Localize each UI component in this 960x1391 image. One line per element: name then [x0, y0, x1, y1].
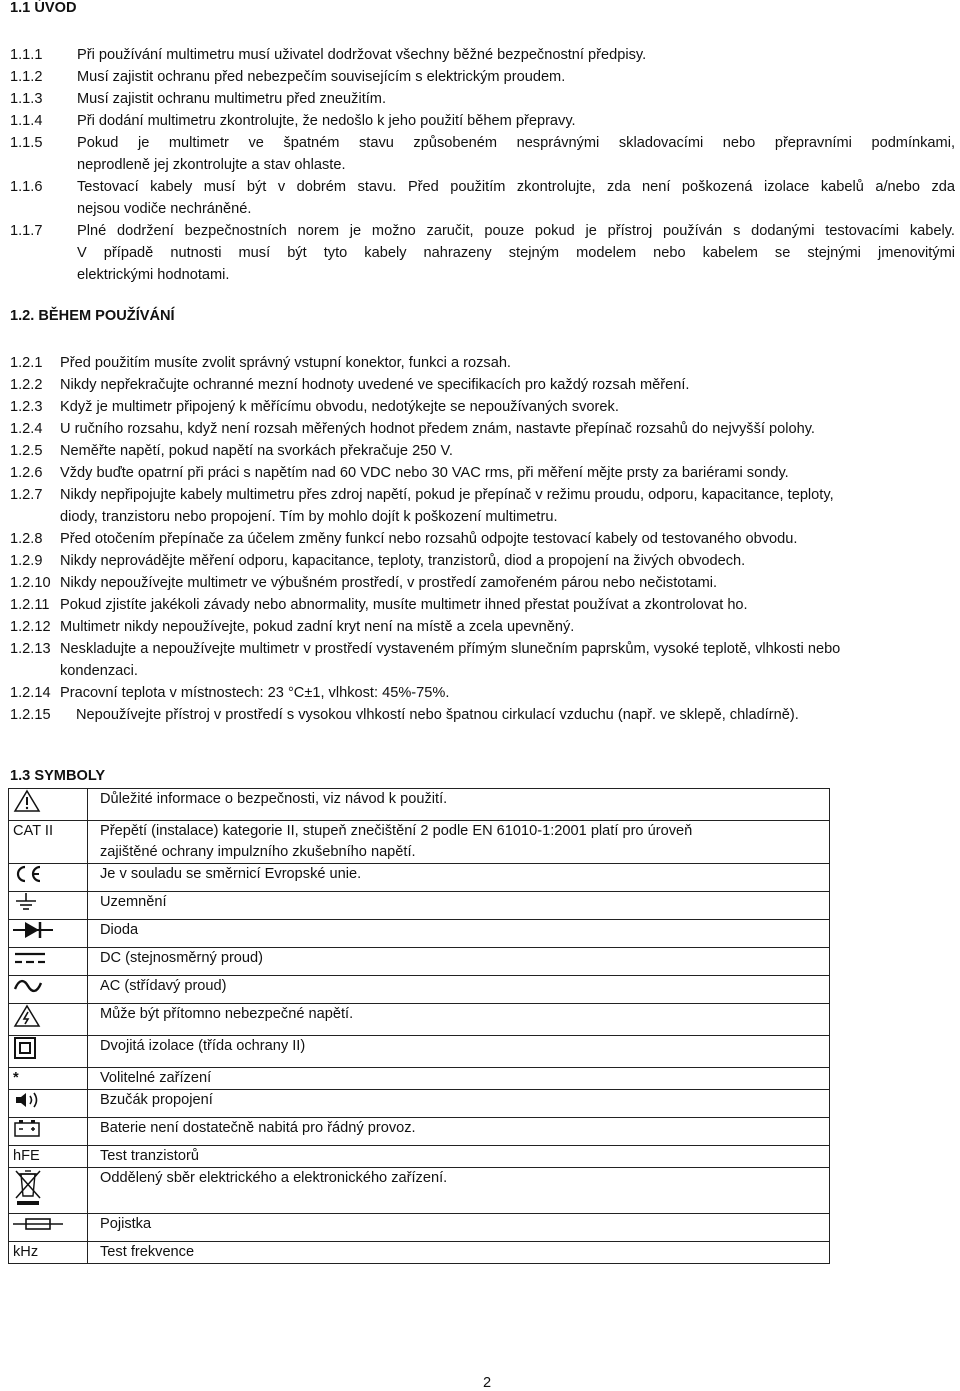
table-row: [9, 1168, 830, 1214]
ac-icon: [13, 976, 43, 1003]
description-line: Přepětí (instalace) kategorie II, stupeň znečištění 2 podle EN 61010-1:2001 platí pro úroveň: [100, 823, 693, 839]
table-row: [9, 976, 830, 1004]
item-number: 1.2.7: [10, 487, 43, 503]
symbol-description: Test frekvence: [88, 1242, 830, 1264]
item-number: 1.1.7: [10, 223, 43, 239]
item-text: Neskladujte a nepoužívejte multimetr v prostředí vystaveném přímým slunečním paprskům, vysoké teplotě, vlhkosti nebo: [60, 641, 841, 657]
symbol-cell: [9, 892, 88, 920]
symbol-cell: hFE: [9, 1146, 88, 1168]
item-text-continued: nejsou vodiče nechráněné.: [77, 201, 252, 217]
table-row: [9, 948, 830, 976]
symbol-cell: kHz: [9, 1242, 88, 1264]
item-number: 1.1.3: [10, 91, 43, 107]
item-number: 1.2.10: [10, 575, 51, 591]
symbol-cell: [9, 1118, 88, 1146]
item-number: 1.1.1: [10, 47, 43, 63]
table-row: [9, 864, 830, 892]
table-row: [9, 892, 830, 920]
fuse-icon: [13, 1214, 63, 1241]
item-text: Nikdy nepoužívejte multimetr ve výbušném prostředí, v prostředí zamořeném párou nebo nečistotami.: [60, 575, 718, 591]
item-text-continued: elektrickými hodnotami.: [77, 267, 230, 283]
item-text: Při používání multimetru musí uživatel dodržovat všechny běžné bezpečnostní předpisy.: [77, 47, 647, 63]
warning-triangle-icon: [13, 789, 41, 820]
item-number: 1.2.4: [10, 421, 43, 437]
page-number: 2: [483, 1375, 492, 1391]
item-text: Musí zajistit ochranu před nebezpečím souvisejícím s elektrickým proudem.: [77, 69, 566, 85]
symbol-description: AC (střídavý proud): [88, 976, 830, 1004]
symbol-description: Dvojitá izolace (třída ochrany II): [88, 1036, 830, 1068]
item-number: 1.2.8: [10, 531, 43, 547]
table-row: [9, 1036, 830, 1068]
battery-icon: [13, 1118, 43, 1145]
symbol-description: Pojistka: [88, 1214, 830, 1242]
table-row: [9, 1146, 830, 1168]
item-text: Pokud zjistíte jakékoli závady nebo abnormality, musíte multimetr ihned přestat používat a zkontrolovat ho.: [60, 597, 748, 613]
high-voltage-icon: [13, 1004, 41, 1035]
item-number: 1.2.15: [10, 707, 51, 723]
item-number: 1.2.3: [10, 399, 43, 415]
table-row: [9, 1214, 830, 1242]
table-row: [9, 789, 830, 821]
dc-icon: [13, 948, 47, 975]
item-number: 1.2.14: [10, 685, 51, 701]
item-text: Nikdy neprovádějte měření odporu, kapacitance, teploty, tranzistorů, diod a propojení na živých obvodech.: [60, 553, 746, 569]
weee-bin-icon: [13, 1168, 43, 1213]
symbol-description: Bzučák propojení: [88, 1090, 830, 1118]
item-text: Vždy buďte opatrní při práci s napětím nad 60 VDC nebo 30 VAC rms, při měření mějte prsty za bariérami sondy.: [60, 465, 789, 481]
item-text: Když je multimetr připojený k měřícímu obvodu, nedotýkejte se nepoužívaných svorek.: [60, 399, 619, 415]
item-text-continued: neprodleně jej zkontrolujte a stav ohlaste.: [77, 157, 346, 173]
item-number: 1.2.9: [10, 553, 43, 569]
item-text: U ručního rozsahu, když není rozsah měřených hodnot předem znám, nastavte přepínač rozsahů do nejvyšší polohy.: [60, 421, 815, 437]
table-row: [9, 1004, 830, 1036]
item-text: Pokud je multimetr ve špatném stavu způsobeném nesprávnými skladovacími nebo přepravními podmínkami,: [77, 135, 955, 151]
item-number: 1.1.4: [10, 113, 43, 129]
diode-icon: [13, 920, 53, 947]
item-text: Multimetr nikdy nepoužívejte, pokud zadní kryt není na místě a zcela upevněný.: [60, 619, 575, 635]
ground-icon: [13, 892, 39, 919]
symbol-cell: CAT II: [9, 821, 88, 864]
item-text: Při dodání multimetru zkontrolujte, že nedošlo k jeho použití během přepravy.: [77, 113, 576, 129]
item-text-continued: kondenzaci.: [60, 663, 138, 679]
symbol-description: Je v souladu se směrnicí Evropské unie.: [88, 864, 830, 892]
symbol-cell: [9, 864, 88, 892]
symbol-description: Dioda: [88, 920, 830, 948]
symbol-cell: [9, 1168, 88, 1214]
buzzer-icon: [13, 1090, 43, 1117]
item-number: 1.1.2: [10, 69, 43, 85]
item-number: 1.2.12: [10, 619, 51, 635]
symbol-description: Oddělený sběr elektrického a elektronického zařízení.: [88, 1168, 830, 1214]
item-number: 1.1.5: [10, 135, 43, 151]
table-row: [9, 1118, 830, 1146]
item-number: 1.1.6: [10, 179, 43, 195]
item-text: Plné dodržení bezpečnostních norem je možno zaručit, pouze pokud je přístroj používán s dodanými testovacími kabely.: [77, 223, 955, 239]
table-row: [9, 1068, 830, 1090]
item-text: Neměřte napětí, pokud napětí na svorkách překračuje 250 V.: [60, 443, 453, 459]
table-row: [9, 1242, 830, 1264]
item-text: Nikdy nepřipojujte kabely multimetru přes zdroj napětí, pokud je přepínač v režimu proudu, odporu, kapacitance, teploty,: [60, 487, 834, 503]
item-text: Musí zajistit ochranu multimetru před zneužitím.: [77, 91, 387, 107]
item-number: 1.2.11: [10, 597, 50, 613]
symbol-cell: [9, 948, 88, 976]
item-number: 1.2.2: [10, 377, 43, 393]
symbol-description: Test tranzistorů: [88, 1146, 830, 1168]
symbol-cell: [9, 976, 88, 1004]
symbol-cell: [9, 1090, 88, 1118]
symbol-description: Může být přítomno nebezpečné napětí.: [88, 1004, 830, 1036]
item-number: 1.2.5: [10, 443, 43, 459]
symbol-description: DC (stejnosměrný proud): [88, 948, 830, 976]
symbol-description: Volitelné zařízení: [88, 1068, 830, 1090]
item-text: Nepoužívejte přístroj v prostředí s vysokou vlhkostí nebo špatnou cirkulací vzduchu (např. ve sklepě, chladírně).: [76, 707, 799, 723]
item-text: Před otočením přepínače za účelem změny funkcí nebo rozsahů odpojte testovací kabely od testovaného obvodu.: [60, 531, 798, 547]
section-title-intro: 1.1 ÚVOD: [10, 0, 77, 16]
symbol-description: [88, 821, 830, 864]
symbol-description: Baterie není dostatečně nabitá pro řádný provoz.: [88, 1118, 830, 1146]
section-title-usage: 1.2. BĚHEM POUŽÍVÁNÍ: [10, 308, 175, 324]
symbol-cell: [9, 1036, 88, 1068]
table-row: [9, 821, 830, 864]
section-title-symbols: 1.3 SYMBOLY: [10, 768, 106, 784]
item-number: 1.2.13: [10, 641, 51, 657]
item-text: Testovací kabely musí být v dobrém stavu. Před použitím zkontrolujte, zda není poškozená izolace kabelů a/nebo zda: [77, 179, 955, 195]
symbol-cell: [9, 789, 88, 821]
ce-mark-icon: [13, 864, 43, 891]
symbol-cell: [9, 1004, 88, 1036]
symbol-cell: [9, 920, 88, 948]
item-text-continued: diody, tranzistoru nebo propojení. Tím by mohlo dojít k poškození multimetru.: [60, 509, 558, 525]
table-row: [9, 920, 830, 948]
item-text-continued: V případě nutnosti musí být tyto kabely nahrazeny stejným modelem nebo kabelem se stejnými jmenovitými: [77, 245, 955, 261]
item-number: 1.2.1: [10, 355, 43, 371]
description-line: zajištěné ochrany impulzního zkušebního napětí.: [100, 844, 416, 860]
symbol-description: Důležité informace o bezpečnosti, viz návod k použití.: [88, 789, 830, 821]
symbols-table: [8, 788, 830, 1264]
item-text: Nikdy nepřekračujte ochranné mezní hodnoty uvedené ve specifikacích pro každý rozsah měření.: [60, 377, 690, 393]
item-number: 1.2.6: [10, 465, 43, 481]
item-text: Pracovní teplota v místnostech: 23 °C±1, vlhkost: 45%-75%.: [60, 685, 450, 701]
double-insulation-icon: [13, 1036, 37, 1067]
table-row: [9, 1090, 830, 1118]
item-text: Před použitím musíte zvolit správný vstupní konektor, funkci a rozsah.: [60, 355, 511, 371]
symbol-cell: [9, 1214, 88, 1242]
symbol-cell: *: [9, 1068, 88, 1090]
symbol-description: Uzemnění: [88, 892, 830, 920]
